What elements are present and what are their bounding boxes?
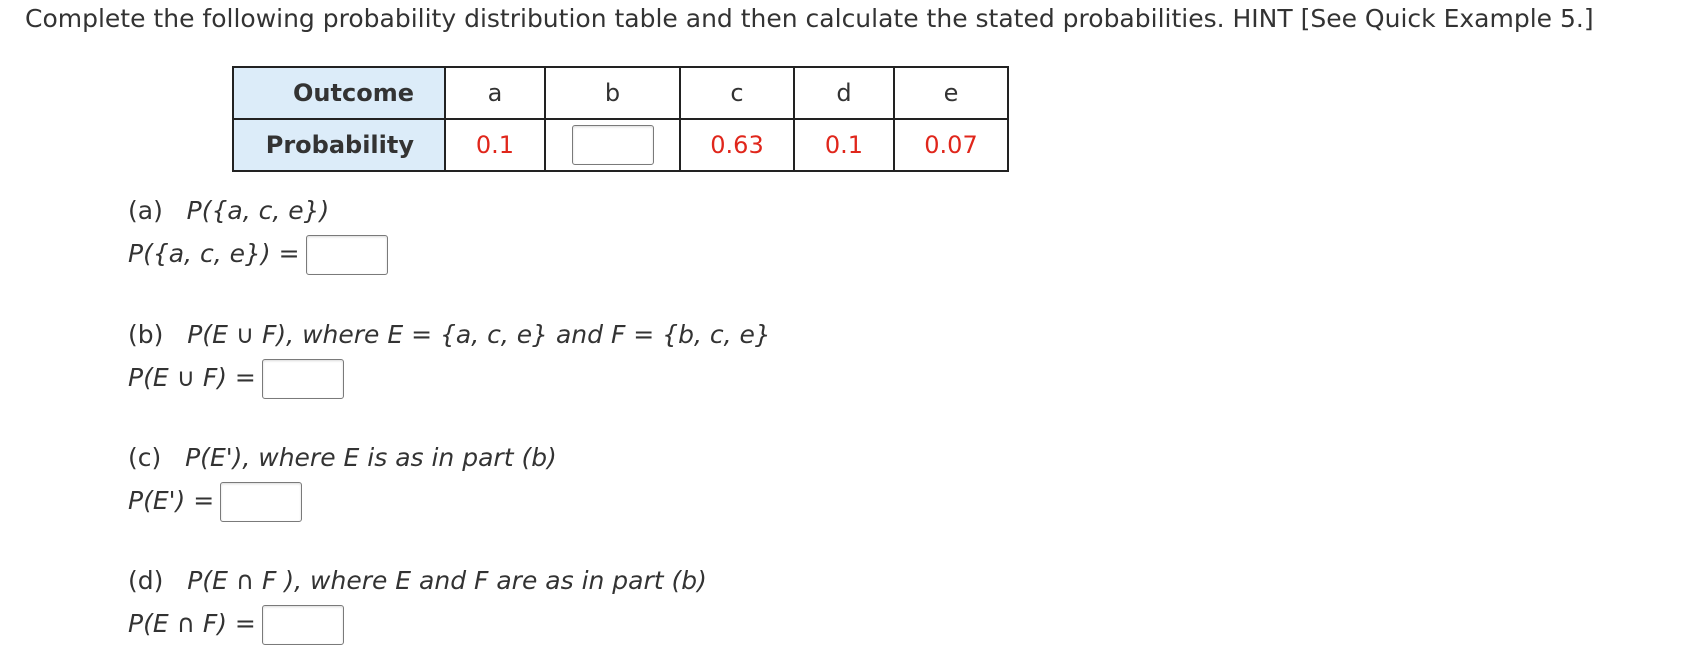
part-a-question	[128, 196, 329, 225]
probability-e: 0.07	[894, 119, 1008, 171]
part-d-answer-label: P(E ∩ F) =	[128, 609, 256, 638]
part-a-answer-label: P({a, c, e}) =	[128, 239, 300, 268]
part-b-text: P(E ∪ F), where E = {a, c, e} and F = {b, c, e}	[187, 320, 771, 349]
probability-header: Probability	[233, 119, 445, 171]
probability-d: 0.1	[794, 119, 894, 171]
probability-a: 0.1	[445, 119, 545, 171]
probability-row	[233, 119, 1008, 171]
part-c-answer-label: P(E') =	[128, 486, 215, 515]
part-c-answer-input[interactable]	[220, 482, 302, 522]
outcome-header: Outcome	[233, 67, 445, 119]
part-b-tag: (b)	[128, 320, 164, 349]
part-c-tag: (c)	[128, 443, 162, 472]
part-a-text: P({a, c, e})	[186, 196, 330, 225]
probability-b-cell	[545, 119, 680, 171]
part-d-answer-input[interactable]	[262, 605, 344, 645]
probability-b-input[interactable]	[572, 125, 654, 165]
part-a-answer-input[interactable]	[306, 235, 388, 275]
part-a-tag: (a)	[128, 196, 163, 225]
outcome-b: b	[545, 67, 680, 119]
probability-distribution-table	[232, 66, 1009, 172]
part-a-answer-row	[128, 235, 388, 275]
outcome-row	[233, 67, 1008, 119]
part-b-answer-row	[128, 359, 344, 399]
part-c-question	[128, 443, 557, 472]
outcome-c: c	[680, 67, 794, 119]
part-c-answer-row	[128, 482, 302, 522]
part-d-question	[128, 566, 707, 595]
part-b-answer-input[interactable]	[262, 359, 344, 399]
part-d-tag: (d)	[128, 566, 164, 595]
part-c-text: P(E'), where E is as in part (b)	[185, 443, 557, 472]
outcome-e: e	[894, 67, 1008, 119]
part-b-answer-label: P(E ∪ F) =	[128, 363, 256, 392]
instructions: Complete the following probability distribution table and then calculate the stated probabilities. HINT [See Quick Example 5.]	[25, 4, 1594, 33]
outcome-d: d	[794, 67, 894, 119]
probability-c: 0.63	[680, 119, 794, 171]
outcome-a: a	[445, 67, 545, 119]
part-d-answer-row	[128, 605, 344, 645]
part-b-question	[128, 320, 771, 349]
part-d-text: P(E ∩ F ), where E and F are as in part (b)	[187, 566, 707, 595]
